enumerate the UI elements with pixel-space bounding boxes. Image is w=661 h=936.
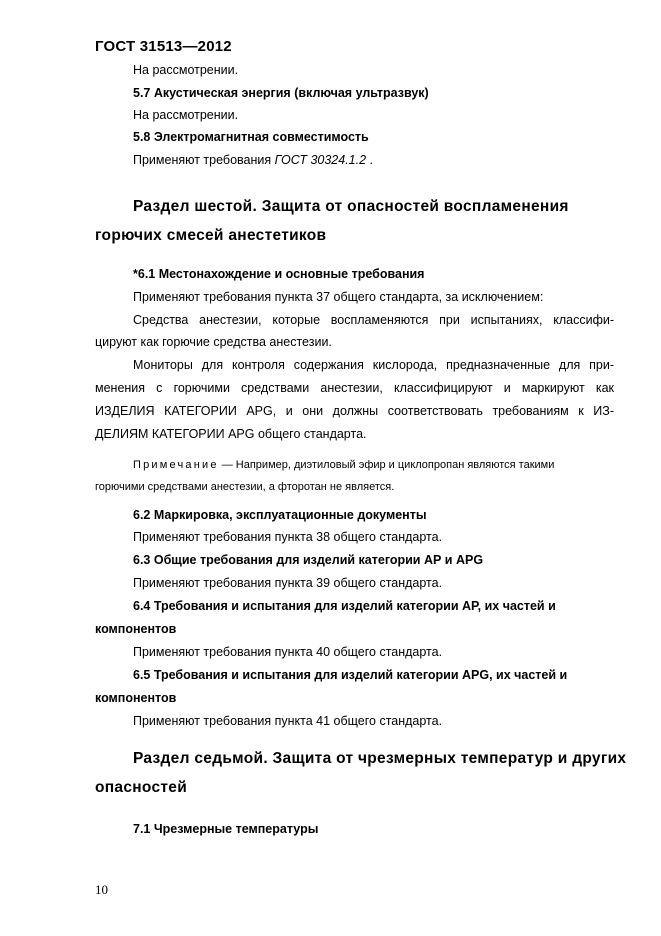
paragraph-line: Средства анестезии, которые воспламеняются при испытаниях, классифи- <box>133 313 614 327</box>
paragraph-5-8 <box>133 152 373 168</box>
under-review-text: На рассмотрении. <box>133 108 239 122</box>
section-6-title-line1: Раздел шестой. Защита от опасностей воспламенения <box>133 198 569 215</box>
note-line2: горючими средствами анестезии, а фторотан не является. <box>95 481 395 493</box>
paragraph-6-5: Применяют требования пункта 41 общего стандарта. <box>133 714 443 728</box>
heading-6-1: *6.1 Местонахождение и основные требования <box>133 267 425 281</box>
heading-6-3: 6.3 Общие требования для изделий категории АР и APG <box>133 553 484 567</box>
apply-suffix: . <box>366 153 374 167</box>
under-review-text: На рассмотрении. <box>133 63 239 77</box>
note-text: — Например, диэтиловый эфир и циклопропан являются такими <box>218 459 555 471</box>
paragraph-line: ИЗДЕЛИЯ КАТЕГОРИИ APG, и они должны соответствовать требованиям к ИЗ- <box>95 404 614 418</box>
paragraph-6-1-intro: Применяют требования пункта 37 общего стандарта, за исключением: <box>133 290 544 304</box>
section-6-title-line2: горючих смесей анестетиков <box>95 227 327 244</box>
heading-5-7: 5.7 Акустическая энергия (включая ультразвук) <box>133 86 429 100</box>
paragraph-line: цируют как горючие средства анестезии. <box>95 335 332 349</box>
heading-6-4-line2: компонентов <box>95 622 177 636</box>
paragraph-line: ДЕЛИЯМ КАТЕГОРИИ APG общего стандарта. <box>95 427 367 441</box>
note-label: Примечание <box>133 459 219 471</box>
heading-6-5-line2: компонентов <box>95 691 177 705</box>
heading-6-2: 6.2 Маркировка, эксплуатационные документы <box>133 508 427 522</box>
heading-6-5-line1: 6.5 Требования и испытания для изделий категории APG, их частей и <box>133 668 568 682</box>
paragraph-6-2: Применяют требования пункта 38 общего стандарта. <box>133 530 443 544</box>
note-line1 <box>133 457 554 473</box>
section-7-title-line2: опасностей <box>95 779 188 796</box>
apply-prefix: Применяют требования <box>133 153 275 167</box>
heading-7-1: 7.1 Чрезмерные температуры <box>133 822 319 836</box>
section-7-title-line1: Раздел седьмой. Защита от чрезмерных температур и других <box>133 750 627 767</box>
standard-reference: ГОСТ 30324.1.2 <box>274 153 367 167</box>
paragraph-line: Мониторы для контроля содержания кислорода, предназначенные для при- <box>133 358 614 372</box>
paragraph-line: менения с горючими средствами анестезии, классифицируют и маркируют как <box>95 381 614 395</box>
paragraph-6-3: Применяют требования пункта 39 общего стандарта. <box>133 576 443 590</box>
standard-header: ГОСТ 31513—2012 <box>95 38 232 55</box>
page-number: 10 <box>95 882 108 897</box>
paragraph-6-4: Применяют требования пункта 40 общего стандарта. <box>133 645 443 659</box>
heading-5-8: 5.8 Электромагнитная совместимость <box>133 130 369 144</box>
heading-6-4-line1: 6.4 Требования и испытания для изделий категории АР, их частей и <box>133 599 556 613</box>
